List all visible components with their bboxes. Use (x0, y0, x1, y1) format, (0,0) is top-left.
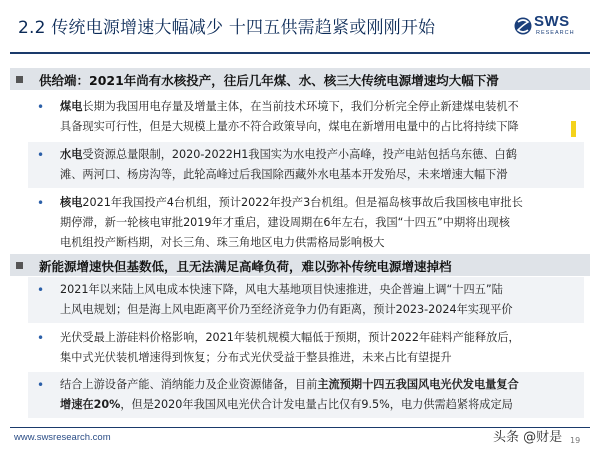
watermark-text: 头条 @财是 (493, 430, 563, 445)
footer-url: www.swsresearch.com (14, 432, 111, 443)
header-divider (10, 52, 590, 54)
bullet-text: 光伏受最上游硅料价格影响，2021年装机规模大幅低于预期，预计2022年硅料产能释放后， (60, 331, 520, 344)
bullet-text: 上风电规划；但是海上风电距离平价乃至经济竞争力仍有距离，预计2023-2024年实现平价 (60, 303, 513, 316)
bullet-text: 电机组投产断档期，对长三角、珠三角地区电力供需格局影响极大 (60, 236, 385, 249)
bullet-keyword: 煤电 (60, 100, 83, 113)
bullet-solar (37, 328, 580, 368)
bullet-nuclear (37, 193, 580, 253)
bullet-dot-icon: • (37, 100, 45, 114)
bullet-emphasis: 增速在20% (60, 398, 121, 411)
bullet-text: 结合上游设备产能、消纳能力及企业资源储备，目前 (60, 378, 318, 391)
section-heading-supply (10, 68, 590, 90)
text-cursor-highlight (571, 121, 576, 137)
bullet-text: 长期为我国用电存量及增量主体，在当前技术环境下，我们分析完全停止新建煤电装机不 (82, 100, 519, 113)
logo-subtext: RESEARCH (536, 30, 575, 36)
bullet-text: 具备现实可行性，但是大规模上量亦不符合政策导向，煤电在新增用电量中的占比将持续下降 (60, 120, 519, 133)
section-heading-renewables (10, 254, 590, 276)
bullet-coal (37, 97, 580, 137)
bullet-dot-icon: • (37, 148, 45, 162)
bullet-hydro (37, 145, 580, 185)
bullet-emphasis: 主流预期十四五我国风电光伏发电量复合 (317, 378, 519, 391)
bullet-text: ，但是2020年我国风电光伏合计发电量占比仅有9.5%，电力供需趋紧将成定局 (120, 398, 513, 411)
page-number: 19 (570, 436, 581, 445)
bullet-dot-icon: • (37, 196, 45, 210)
slide-header (0, 0, 600, 52)
slide-title: 2.2 传统电源增速大幅减少 十四五供需趋紧或刚刚开始 (18, 18, 436, 38)
square-bullet-icon (16, 262, 23, 269)
bullet-text: 集中式光伏装机增速得到恢复；分布式光伏受益于整县推进，未来占比有望提升 (60, 351, 452, 364)
bullet-keyword: 水电 (60, 148, 83, 161)
bullet-outlook (37, 375, 580, 415)
bullet-dot-icon: • (37, 378, 45, 392)
square-bullet-icon (16, 76, 23, 83)
bullet-dot-icon: • (37, 283, 45, 297)
bullet-text: 滩、两河口、杨房沟等，此轮高峰过后我国除西藏外水电基本开发殆尽，未来增速大幅下滑 (60, 168, 508, 181)
bullet-keyword: 核电 (60, 196, 83, 209)
section-heading-text: 供给端：2021年尚有水核投产，往后几年煤、水、核三大传统电源增速均大幅下滑 (39, 73, 499, 88)
section-heading-text: 新能源增速快但基数低，且无法满足高峰负荷，难以弥补传统电源增速掉档 (39, 259, 452, 274)
logo-text: SWS (534, 13, 570, 30)
bullet-text: 2021年我国投产4台机组，预计2022年投产3台机组。但是福岛核事故后我国核电审批长 (82, 196, 523, 209)
bullet-text: 受资源总量限制，2020-2022H1我国实为水电投产小高峰，投产电站包括乌东德、白鹤 (82, 148, 517, 161)
bullet-text: 期停滞，新一轮核电审批2019年才重启，建设周期在6年左右，我国“十四五”中期将出现核 (60, 216, 510, 229)
bullet-text: 2021年以来陆上风电成本快速下降，风电大基地项目快速推进，央企普遍上调“十四五”陆 (60, 283, 503, 296)
bullet-wind (37, 280, 580, 320)
bullet-dot-icon: • (37, 331, 45, 345)
